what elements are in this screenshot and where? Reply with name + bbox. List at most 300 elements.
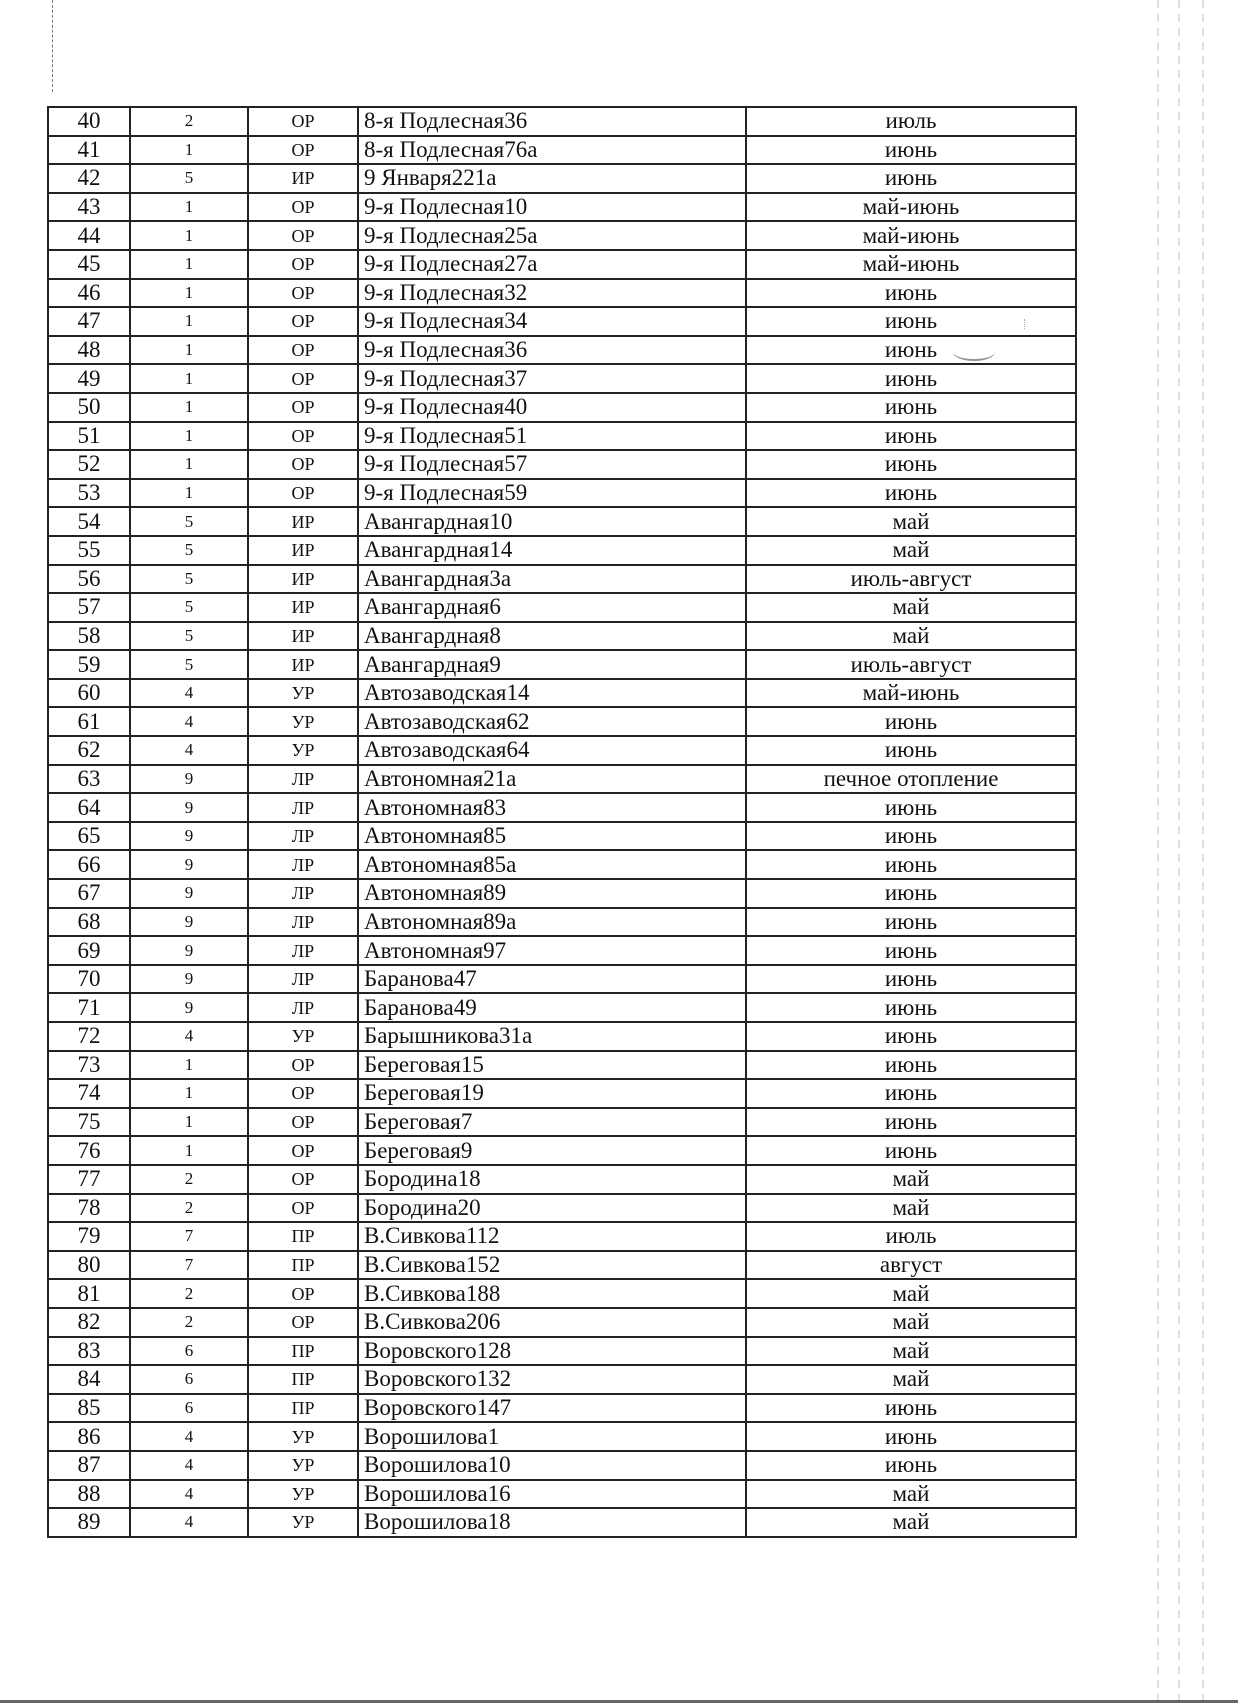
district-type-cell: ЛР <box>248 965 358 994</box>
period-cell: май-июнь <box>746 193 1076 222</box>
period-cell: июнь <box>746 164 1076 193</box>
scan-edge-noise <box>1178 0 1180 1703</box>
district-type-cell: ОР <box>248 479 358 508</box>
district-code-cell: 1 <box>130 1051 248 1080</box>
district-code-cell: 9 <box>130 765 248 794</box>
period-cell: июнь <box>746 1136 1076 1165</box>
period-cell: май-июнь <box>746 250 1076 279</box>
district-code-cell: 1 <box>130 1136 248 1165</box>
district-type-cell: ЛР <box>248 765 358 794</box>
address-cell: 9-я Подлесная32 <box>358 279 746 308</box>
row-number-cell: 44 <box>48 221 130 250</box>
district-code-cell: 4 <box>130 736 248 765</box>
table-row <box>48 1136 1076 1165</box>
period-cell: июнь <box>746 993 1076 1022</box>
district-code-cell: 1 <box>130 193 248 222</box>
address-cell: Авангардная10 <box>358 507 746 536</box>
row-number-cell: 54 <box>48 507 130 536</box>
row-number-cell: 73 <box>48 1051 130 1080</box>
table-row <box>48 1222 1076 1251</box>
row-number-cell: 42 <box>48 164 130 193</box>
district-type-cell: ИР <box>248 536 358 565</box>
district-type-cell: ИР <box>248 507 358 536</box>
table-row <box>48 450 1076 479</box>
address-cell: Ворошилова10 <box>358 1451 746 1480</box>
row-number-cell: 57 <box>48 593 130 622</box>
district-type-cell: ЛР <box>248 793 358 822</box>
district-code-cell: 1 <box>130 221 248 250</box>
district-code-cell: 6 <box>130 1394 248 1423</box>
period-cell: июнь <box>746 1108 1076 1137</box>
period-cell: июнь <box>746 1079 1076 1108</box>
address-cell: Береговая7 <box>358 1108 746 1137</box>
address-cell: 9-я Подлесная34 <box>358 307 746 336</box>
scan-edge-noise <box>1157 0 1159 1703</box>
district-type-cell: УР <box>248 1508 358 1537</box>
row-number-cell: 86 <box>48 1422 130 1451</box>
address-cell: Автономная21а <box>358 765 746 794</box>
address-cell: 9-я Подлесная37 <box>358 364 746 393</box>
row-number-cell: 51 <box>48 422 130 451</box>
table-row <box>48 965 1076 994</box>
row-number-cell: 80 <box>48 1251 130 1280</box>
period-cell: июнь <box>746 450 1076 479</box>
district-code-cell: 4 <box>130 1422 248 1451</box>
period-cell: июнь <box>746 136 1076 165</box>
district-type-cell: ПР <box>248 1222 358 1251</box>
district-type-cell: ЛР <box>248 936 358 965</box>
address-cell: В.Сивкова112 <box>358 1222 746 1251</box>
address-cell: Автономная83 <box>358 793 746 822</box>
row-number-cell: 88 <box>48 1480 130 1509</box>
district-type-cell: ПР <box>248 1251 358 1280</box>
table-row <box>48 1480 1076 1509</box>
table-row <box>48 507 1076 536</box>
address-cell: Бородина18 <box>358 1165 746 1194</box>
district-type-cell: ОР <box>248 393 358 422</box>
district-type-cell: ОР <box>248 422 358 451</box>
period-cell: июнь <box>746 850 1076 879</box>
table-row <box>48 250 1076 279</box>
period-cell: июнь <box>746 793 1076 822</box>
row-number-cell: 58 <box>48 622 130 651</box>
address-cell: 9-я Подлесная51 <box>358 422 746 451</box>
address-cell: В.Сивкова206 <box>358 1308 746 1337</box>
district-type-cell: УР <box>248 679 358 708</box>
table-row <box>48 1394 1076 1423</box>
district-type-cell: ОР <box>248 1308 358 1337</box>
district-type-cell: ОР <box>248 450 358 479</box>
district-code-cell: 4 <box>130 1022 248 1051</box>
row-number-cell: 84 <box>48 1365 130 1394</box>
district-code-cell: 1 <box>130 336 248 365</box>
period-cell: июнь <box>746 1422 1076 1451</box>
row-number-cell: 63 <box>48 765 130 794</box>
address-cell: В.Сивкова152 <box>358 1251 746 1280</box>
district-code-cell: 6 <box>130 1365 248 1394</box>
table-row <box>48 1051 1076 1080</box>
district-code-cell: 5 <box>130 622 248 651</box>
period-cell: июнь <box>746 279 1076 308</box>
address-cell: 8-я Подлесная76а <box>358 136 746 165</box>
table-row <box>48 221 1076 250</box>
period-cell: июнь <box>746 965 1076 994</box>
district-code-cell: 7 <box>130 1251 248 1280</box>
table-row <box>48 1337 1076 1366</box>
address-cell: Авангардная8 <box>358 622 746 651</box>
address-cell: Береговая19 <box>358 1079 746 1108</box>
address-cell: 9-я Подлесная57 <box>358 450 746 479</box>
address-cell: Автономная97 <box>358 936 746 965</box>
district-type-cell: ЛР <box>248 822 358 851</box>
district-type-cell: ИР <box>248 650 358 679</box>
period-cell: май <box>746 1165 1076 1194</box>
period-cell: июль-август <box>746 650 1076 679</box>
district-type-cell: ОР <box>248 336 358 365</box>
district-code-cell: 1 <box>130 250 248 279</box>
row-number-cell: 62 <box>48 736 130 765</box>
row-number-cell: 81 <box>48 1279 130 1308</box>
row-number-cell: 78 <box>48 1194 130 1223</box>
row-number-cell: 75 <box>48 1108 130 1137</box>
period-cell: июнь <box>746 1394 1076 1423</box>
table-row <box>48 393 1076 422</box>
row-number-cell: 71 <box>48 993 130 1022</box>
district-type-cell: УР <box>248 1480 358 1509</box>
row-number-cell: 68 <box>48 908 130 937</box>
district-type-cell: ОР <box>248 1194 358 1223</box>
address-cell: Баранова49 <box>358 993 746 1022</box>
district-type-cell: ПР <box>248 1394 358 1423</box>
row-number-cell: 50 <box>48 393 130 422</box>
table-row <box>48 993 1076 1022</box>
district-type-cell: УР <box>248 1451 358 1480</box>
table-row <box>48 1508 1076 1537</box>
period-cell: май <box>746 1365 1076 1394</box>
district-type-cell: ОР <box>248 307 358 336</box>
district-code-cell: 5 <box>130 593 248 622</box>
table-row <box>48 1108 1076 1137</box>
row-number-cell: 59 <box>48 650 130 679</box>
address-cell: Авангардная6 <box>358 593 746 622</box>
address-cell: Бородина20 <box>358 1194 746 1223</box>
district-code-cell: 4 <box>130 1451 248 1480</box>
period-cell: май <box>746 1480 1076 1509</box>
table-row <box>48 422 1076 451</box>
district-code-cell: 9 <box>130 936 248 965</box>
period-cell: май <box>746 1308 1076 1337</box>
period-cell: июнь <box>746 364 1076 393</box>
table-row <box>48 565 1076 594</box>
table-row <box>48 1279 1076 1308</box>
table-row <box>48 736 1076 765</box>
district-type-cell: ОР <box>248 1108 358 1137</box>
period-cell: май <box>746 1337 1076 1366</box>
period-cell: июнь <box>746 707 1076 736</box>
period-cell: июнь <box>746 336 1076 365</box>
district-type-cell: ИР <box>248 622 358 651</box>
district-code-cell: 1 <box>130 136 248 165</box>
row-number-cell: 64 <box>48 793 130 822</box>
left-margin-mark <box>52 0 54 92</box>
row-number-cell: 70 <box>48 965 130 994</box>
district-type-cell: ОР <box>248 279 358 308</box>
period-cell: июнь <box>746 422 1076 451</box>
district-type-cell: ОР <box>248 136 358 165</box>
row-number-cell: 46 <box>48 279 130 308</box>
district-code-cell: 2 <box>130 1308 248 1337</box>
district-code-cell: 9 <box>130 850 248 879</box>
row-number-cell: 61 <box>48 707 130 736</box>
address-cell: Ворошилова16 <box>358 1480 746 1509</box>
district-type-cell: ЛР <box>248 850 358 879</box>
district-code-cell: 1 <box>130 279 248 308</box>
address-cell: Баранова47 <box>358 965 746 994</box>
period-cell: июнь <box>746 936 1076 965</box>
row-number-cell: 67 <box>48 879 130 908</box>
district-code-cell: 9 <box>130 993 248 1022</box>
row-number-cell: 52 <box>48 450 130 479</box>
district-type-cell: УР <box>248 707 358 736</box>
row-number-cell: 41 <box>48 136 130 165</box>
address-cell: 9-я Подлесная27а <box>358 250 746 279</box>
district-code-cell: 5 <box>130 650 248 679</box>
period-cell: май <box>746 593 1076 622</box>
address-cell: 9-я Подлесная59 <box>358 479 746 508</box>
table-row <box>48 1451 1076 1480</box>
row-number-cell: 69 <box>48 936 130 965</box>
district-code-cell: 9 <box>130 965 248 994</box>
table-row <box>48 879 1076 908</box>
address-cell: Авангардная9 <box>358 650 746 679</box>
table-row <box>48 536 1076 565</box>
row-number-cell: 66 <box>48 850 130 879</box>
table-row <box>48 1079 1076 1108</box>
address-cell: 8-я Подлесная36 <box>358 107 746 136</box>
district-code-cell: 2 <box>130 1194 248 1223</box>
address-cell: Автономная85 <box>358 822 746 851</box>
table-row <box>48 622 1076 651</box>
district-code-cell: 4 <box>130 1508 248 1537</box>
period-cell: май <box>746 622 1076 651</box>
address-cell: Воровского128 <box>358 1337 746 1366</box>
district-code-cell: 9 <box>130 822 248 851</box>
district-code-cell: 1 <box>130 422 248 451</box>
period-cell: июнь <box>746 1022 1076 1051</box>
period-cell: май <box>746 507 1076 536</box>
district-code-cell: 5 <box>130 565 248 594</box>
district-code-cell: 2 <box>130 1165 248 1194</box>
scan-edge-noise <box>1202 0 1204 1703</box>
district-type-cell: УР <box>248 1422 358 1451</box>
district-type-cell: ОР <box>248 1279 358 1308</box>
district-type-cell: ОР <box>248 250 358 279</box>
district-code-cell: 9 <box>130 879 248 908</box>
district-type-cell: ИР <box>248 565 358 594</box>
table-row <box>48 107 1076 136</box>
table-row <box>48 822 1076 851</box>
district-type-cell: ОР <box>248 364 358 393</box>
district-code-cell: 9 <box>130 908 248 937</box>
row-number-cell: 79 <box>48 1222 130 1251</box>
address-cell: Авангардная3а <box>358 565 746 594</box>
address-cell: 9-я Подлесная10 <box>358 193 746 222</box>
address-cell: Воровского147 <box>358 1394 746 1423</box>
table-body <box>48 107 1076 1537</box>
row-number-cell: 55 <box>48 536 130 565</box>
row-number-cell: 56 <box>48 565 130 594</box>
table-row <box>48 136 1076 165</box>
district-type-cell: ЛР <box>248 993 358 1022</box>
district-code-cell: 2 <box>130 107 248 136</box>
table-row <box>48 765 1076 794</box>
period-cell: июнь <box>746 879 1076 908</box>
district-type-cell: ОР <box>248 1079 358 1108</box>
period-cell: май <box>746 536 1076 565</box>
table-row <box>48 1194 1076 1223</box>
row-number-cell: 49 <box>48 364 130 393</box>
district-type-cell: ОР <box>248 1165 358 1194</box>
table-row <box>48 850 1076 879</box>
district-code-cell: 4 <box>130 679 248 708</box>
address-cell: Береговая15 <box>358 1051 746 1080</box>
district-type-cell: ОР <box>248 1051 358 1080</box>
district-code-cell: 1 <box>130 307 248 336</box>
period-cell: июнь <box>746 1051 1076 1080</box>
district-type-cell: ОР <box>248 193 358 222</box>
district-type-cell: ЛР <box>248 908 358 937</box>
period-cell: июнь <box>746 736 1076 765</box>
period-cell: июль <box>746 1222 1076 1251</box>
table-row <box>48 936 1076 965</box>
table-row <box>48 193 1076 222</box>
district-type-cell: ОР <box>248 107 358 136</box>
address-cell: В.Сивкова188 <box>358 1279 746 1308</box>
table-row <box>48 793 1076 822</box>
district-code-cell: 1 <box>130 1079 248 1108</box>
period-cell: печное отопление <box>746 765 1076 794</box>
table-row <box>48 164 1076 193</box>
address-cell: 9 Января221а <box>358 164 746 193</box>
period-cell: июнь <box>746 479 1076 508</box>
row-number-cell: 76 <box>48 1136 130 1165</box>
table-row <box>48 1022 1076 1051</box>
district-code-cell: 4 <box>130 707 248 736</box>
district-code-cell: 1 <box>130 479 248 508</box>
address-cell: Автономная85а <box>358 850 746 879</box>
row-number-cell: 83 <box>48 1337 130 1366</box>
row-number-cell: 65 <box>48 822 130 851</box>
table-row <box>48 679 1076 708</box>
address-cell: 9-я Подлесная25а <box>358 221 746 250</box>
row-number-cell: 72 <box>48 1022 130 1051</box>
period-cell: май <box>746 1194 1076 1223</box>
row-number-cell: 43 <box>48 193 130 222</box>
district-code-cell: 1 <box>130 450 248 479</box>
period-cell: июнь <box>746 307 1076 336</box>
address-cell: Ворошилова18 <box>358 1508 746 1537</box>
heating-schedule-table <box>47 106 1077 1538</box>
address-cell: Автозаводская62 <box>358 707 746 736</box>
table-row <box>48 1251 1076 1280</box>
period-cell: май-июнь <box>746 221 1076 250</box>
address-cell: Береговая9 <box>358 1136 746 1165</box>
table-row <box>48 1165 1076 1194</box>
table-row <box>48 1365 1076 1394</box>
address-cell: Автономная89 <box>358 879 746 908</box>
address-cell: Автономная89а <box>358 908 746 937</box>
period-cell: май <box>746 1279 1076 1308</box>
period-cell: май <box>746 1508 1076 1537</box>
row-number-cell: 48 <box>48 336 130 365</box>
table-row <box>48 279 1076 308</box>
row-number-cell: 89 <box>48 1508 130 1537</box>
period-cell: июнь <box>746 822 1076 851</box>
district-code-cell: 1 <box>130 1108 248 1137</box>
district-code-cell: 2 <box>130 1279 248 1308</box>
period-cell: июль-август <box>746 565 1076 594</box>
row-number-cell: 47 <box>48 307 130 336</box>
table-row <box>48 336 1076 365</box>
period-cell: июнь <box>746 393 1076 422</box>
district-type-cell: ОР <box>248 1136 358 1165</box>
table-row <box>48 364 1076 393</box>
district-code-cell: 6 <box>130 1337 248 1366</box>
district-type-cell: ОР <box>248 221 358 250</box>
address-cell: Автозаводская64 <box>358 736 746 765</box>
row-number-cell: 40 <box>48 107 130 136</box>
row-number-cell: 74 <box>48 1079 130 1108</box>
row-number-cell: 45 <box>48 250 130 279</box>
row-number-cell: 53 <box>48 479 130 508</box>
district-code-cell: 9 <box>130 793 248 822</box>
address-cell: 9-я Подлесная40 <box>358 393 746 422</box>
row-number-cell: 87 <box>48 1451 130 1480</box>
row-number-cell: 60 <box>48 679 130 708</box>
table-row <box>48 593 1076 622</box>
address-cell: Авангардная14 <box>358 536 746 565</box>
period-cell: июль <box>746 107 1076 136</box>
district-type-cell: ИР <box>248 164 358 193</box>
table-row <box>48 650 1076 679</box>
address-cell: Барышникова31а <box>358 1022 746 1051</box>
period-cell: май-июнь <box>746 679 1076 708</box>
address-cell: 9-я Подлесная36 <box>358 336 746 365</box>
row-number-cell: 77 <box>48 1165 130 1194</box>
district-type-cell: УР <box>248 736 358 765</box>
address-cell: Воровского132 <box>358 1365 746 1394</box>
period-cell: июнь <box>746 908 1076 937</box>
table-row <box>48 1308 1076 1337</box>
table-row <box>48 908 1076 937</box>
district-code-cell: 5 <box>130 536 248 565</box>
district-type-cell: ПР <box>248 1337 358 1366</box>
period-cell: август <box>746 1251 1076 1280</box>
table-row <box>48 479 1076 508</box>
district-code-cell: 7 <box>130 1222 248 1251</box>
row-number-cell: 85 <box>48 1394 130 1423</box>
table-row <box>48 307 1076 336</box>
table-row <box>48 707 1076 736</box>
period-cell: июнь <box>746 1451 1076 1480</box>
address-cell: Автозаводская14 <box>358 679 746 708</box>
district-code-cell: 5 <box>130 507 248 536</box>
district-code-cell: 1 <box>130 364 248 393</box>
district-code-cell: 4 <box>130 1480 248 1509</box>
district-code-cell: 1 <box>130 393 248 422</box>
row-number-cell: 82 <box>48 1308 130 1337</box>
district-type-cell: ЛР <box>248 879 358 908</box>
